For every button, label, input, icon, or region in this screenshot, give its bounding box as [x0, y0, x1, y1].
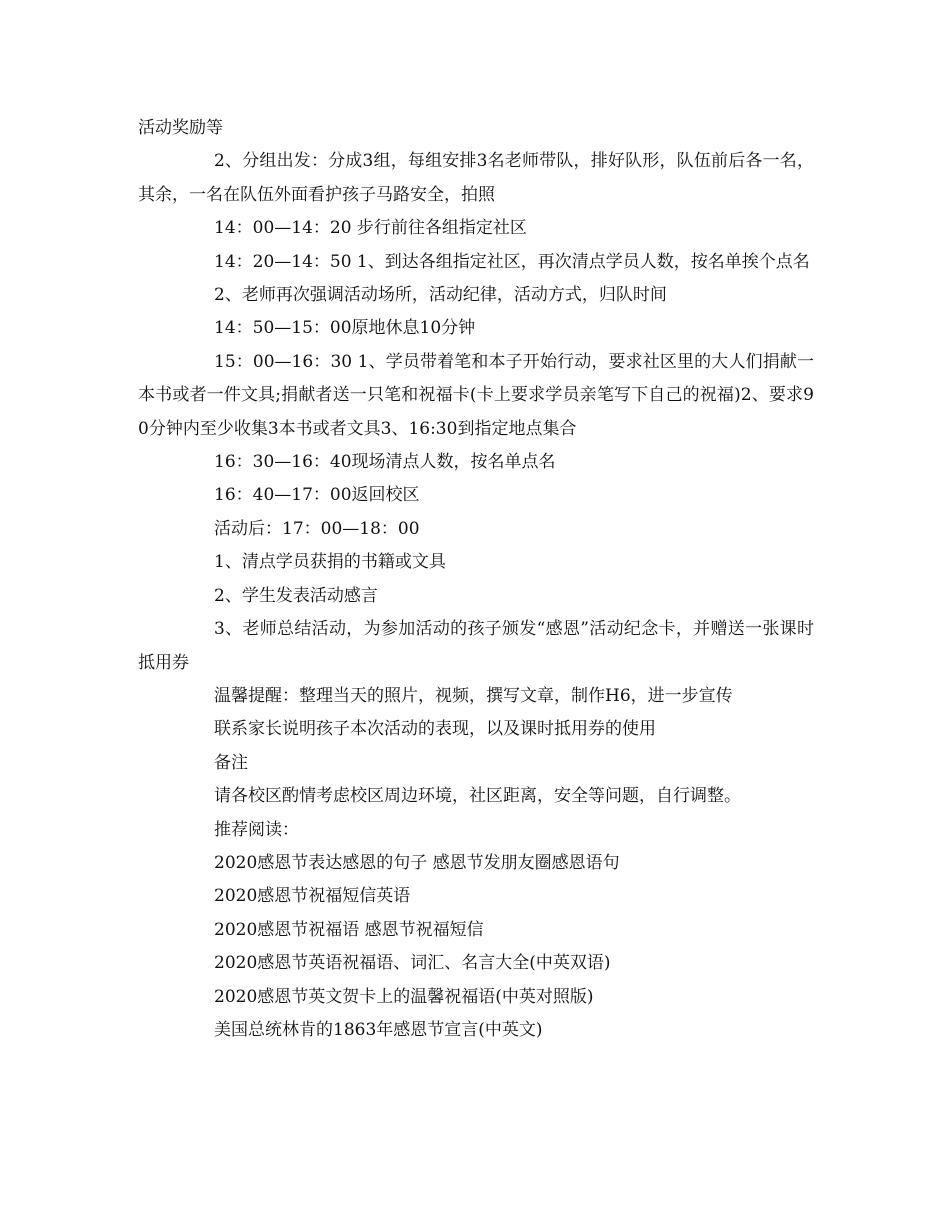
paragraph-teacher-summary: 3、老师总结活动，为参加活动的孩子颁发“感恩”活动纪念卡，并赠送一张课时抵用券 — [138, 619, 814, 673]
paragraph-schedule-1400: 14：00—14：20 步行前往各组指定社区 — [214, 218, 527, 239]
recommended-item: 2020感恩节祝福语 感恩节祝福短信 — [214, 919, 484, 940]
paragraph-warm-reminder: 温馨提醒：整理当天的照片，视频，撰写文章，制作H6，进一步宣传 — [214, 685, 733, 706]
recommended-item: 2020感恩节英文贺卡上的温馨祝福语(中英对照版) — [214, 986, 594, 1007]
paragraph-activity-rewards: 活动奖励等 — [138, 118, 223, 138]
paragraph-teacher-reminder: 2、老师再次强调活动场所，活动纪律，活动方式，归队时间 — [214, 285, 667, 306]
paragraph-schedule-1640: 16：40—17：00返回校区 — [214, 485, 420, 506]
paragraph-after-activity: 活动后：17：00—18：00 — [214, 518, 420, 539]
document-body — [138, 112, 814, 1047]
recommended-item: 2020感恩节英语祝福语、词汇、名言大全(中英双语) — [214, 953, 611, 974]
paragraph-remarks-heading: 备注 — [214, 752, 248, 773]
paragraph-contact-parents: 联系家长说明孩子本次活动的表现，以及课时抵用券的使用 — [214, 719, 656, 740]
paragraph-student-speech: 2、学生发表活动感言 — [214, 585, 378, 606]
recommended-item: 美国总统林肯的1863年感恩节宣言(中英文) — [214, 1019, 543, 1040]
recommended-item: 2020感恩节表达感恩的句子 感恩节发朋友圈感恩语句 — [214, 852, 620, 873]
paragraph-schedule-1630: 16：30—16：40现场清点人数，按名单点名 — [214, 452, 556, 473]
paragraph-group-departure: 2、分组出发：分成3组，每组安排3名老师带队，排好队形，队伍前后各一名，其余，一名在队伍外面看护孩子马路安全，拍照 — [138, 151, 814, 205]
paragraph-remarks-body: 请各校区酌情考虑校区周边环境，社区距离，安全等问题，自行调整。 — [214, 786, 741, 807]
paragraph-schedule-1450: 14：50—15：00原地休息10分钟 — [214, 318, 476, 339]
paragraph-recommended-heading: 推荐阅读： — [214, 819, 299, 840]
recommended-item: 2020感恩节祝福短信英语 — [214, 886, 411, 907]
paragraph-schedule-1500: 15：00—16：30 1、学员带着笔和本子开始行动，要求社区里的大人们捐献一本书或者一件文具;捐献者送一只笔和祝福卡(卡上要求学员亲笔写下自己的祝福)2、要求90分钟内至少收集3本书或者文具3、16:30到指定地点集合 — [138, 351, 814, 439]
paragraph-count-donations: 1、清点学员获捐的书籍或文具 — [214, 552, 446, 573]
paragraph-schedule-1420: 14：20—14：50 1、到达各组指定社区，再次清点学员人数，按名单挨个点名 — [214, 251, 810, 272]
